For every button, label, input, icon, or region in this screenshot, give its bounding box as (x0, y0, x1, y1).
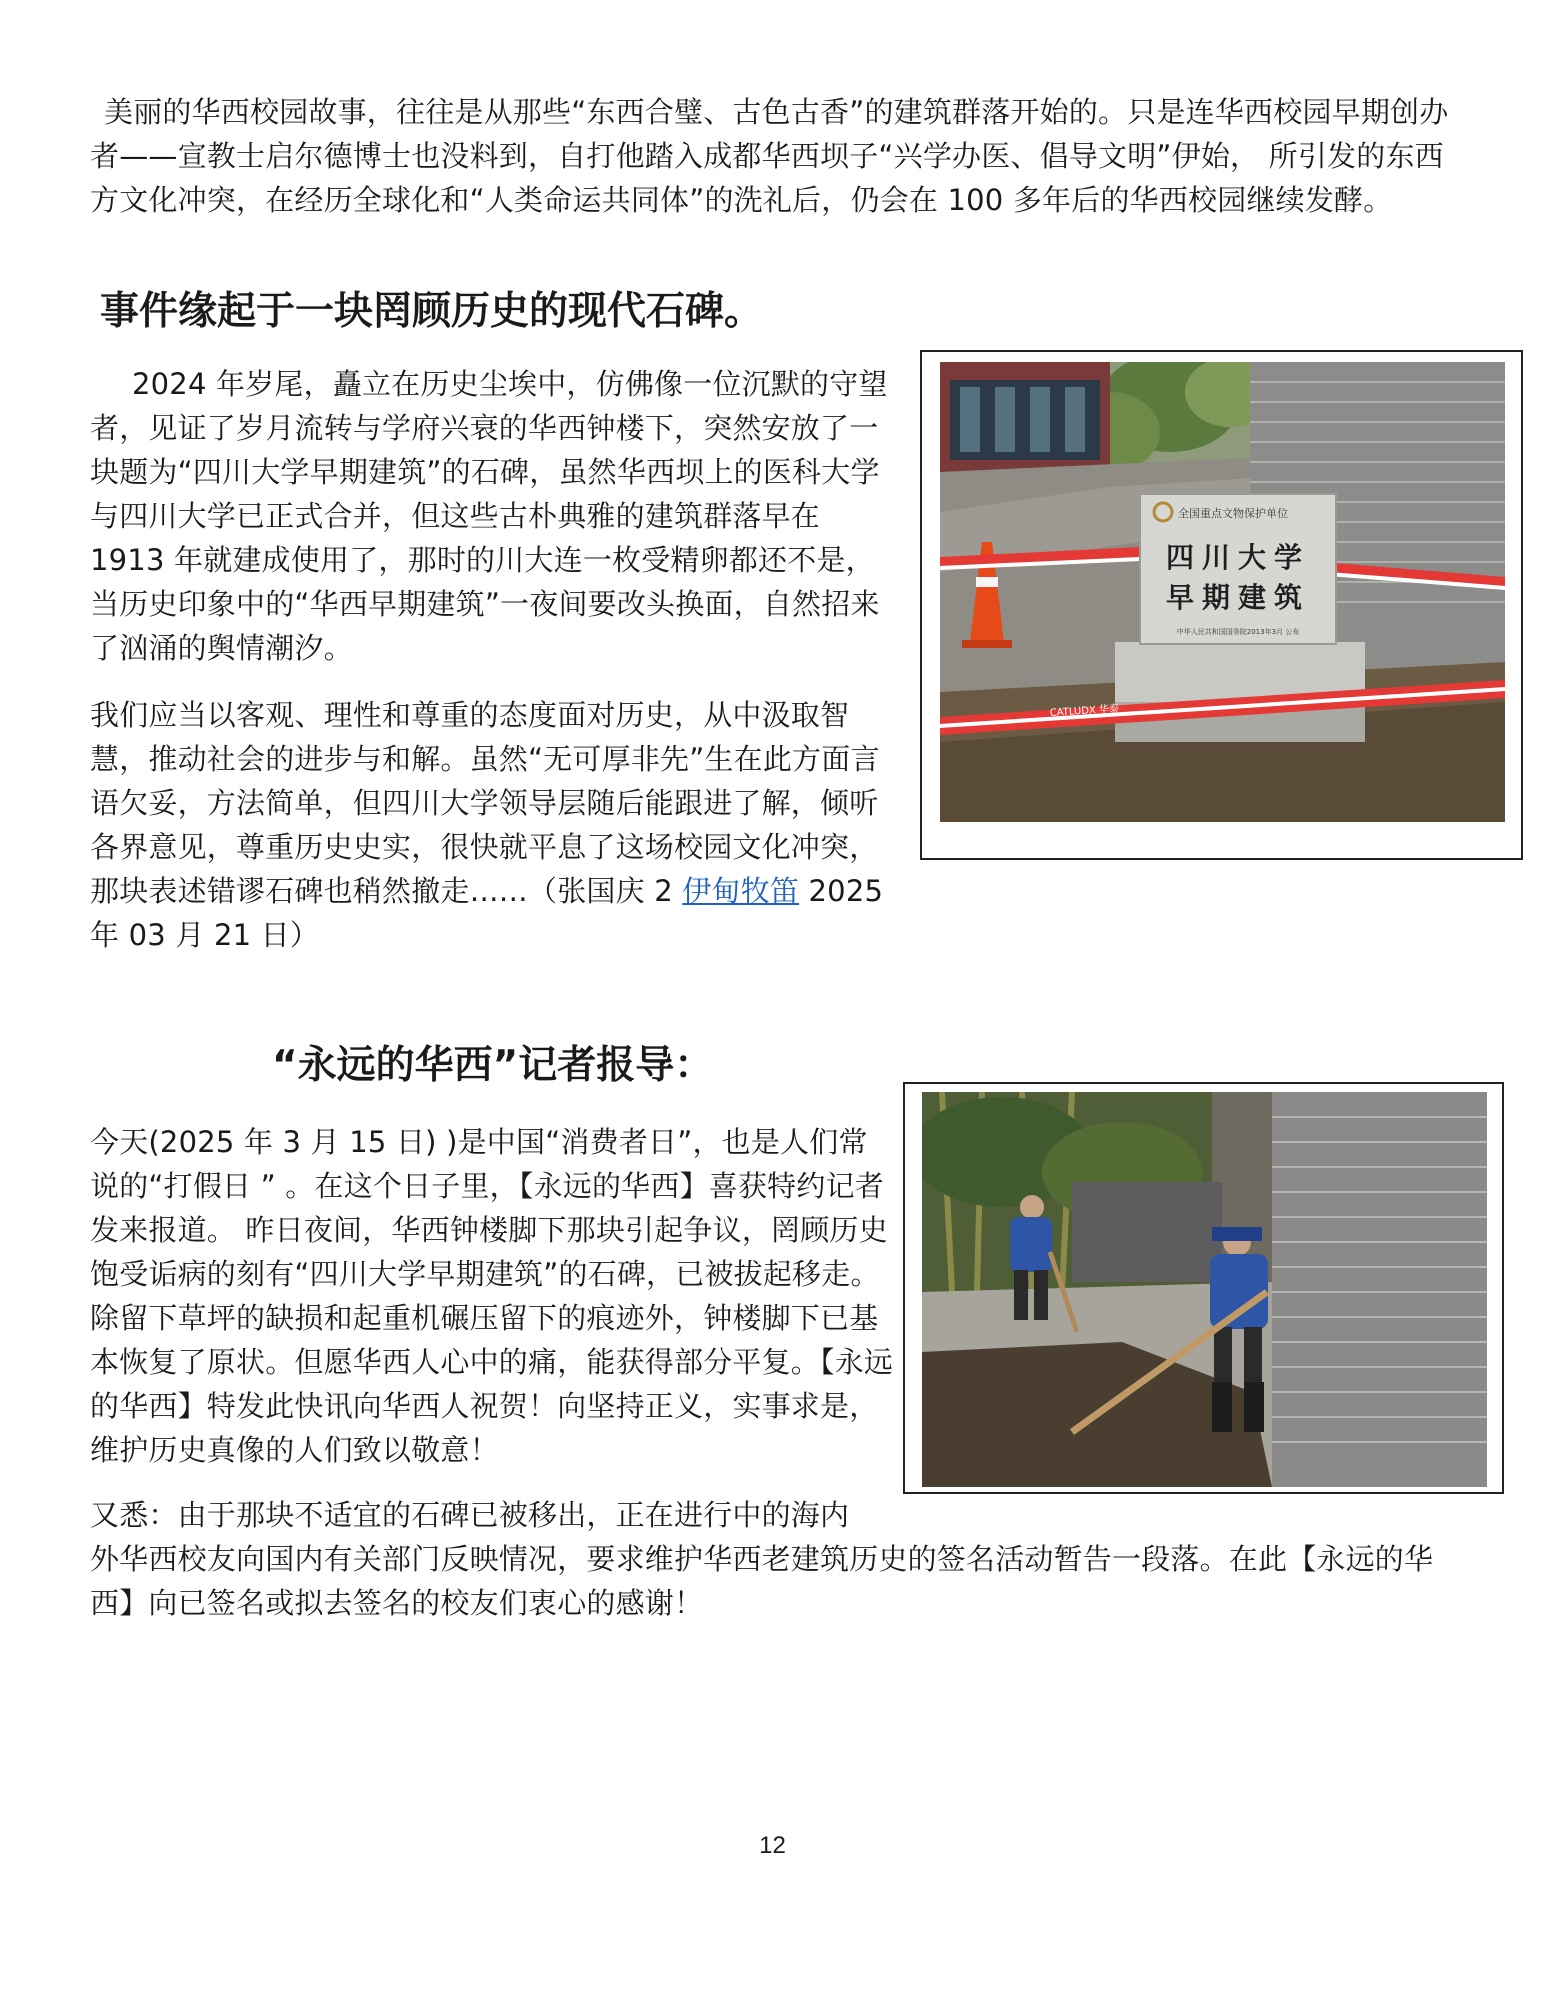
tape-text: CATLUDX 华泰 (1049, 703, 1120, 719)
section1-paragraph2 (90, 693, 895, 957)
section2-paragraph2 (90, 1493, 1450, 1625)
photo-stone-tablet (940, 362, 1505, 822)
photo-workers-frame (903, 1082, 1504, 1494)
stone-bottom-text: 中华人民共和国国务院2013年3月 公布 (1176, 628, 1300, 636)
intro-paragraph: 美丽的华西校园故事，往往是从那些“东西合璧、古色古香”的建筑群落开始的。只是连华西校园早期创办者——宣教士启尔德博士也没料到，自打他踏入成都华西坝子“兴学办医、倡导文明”伊始， 所引发的东西方文化冲突，在经历全球化和“人类命运共同体”的洗礼后，仍会在 100 多年后的华西校园继续发酵。 (90, 95, 1449, 217)
section1-paragraph1: 2024 年岁尾，矗立在历史尘埃中，仿佛像一位沉默的守望者，见证了岁月流转与学府兴衰的华西钟楼下，突然安放了一块题为“四川大学早期建筑”的石碑，虽然华西坝上的医科大学与四川大学已正式合并，但这些古朴典雅的建筑群落早在 1913 年就建成使用了，那时的川大连一枚受精卵都还不是，当历史印象中的“华西早期建筑”一夜间要改头换面，自然招来了汹涌的舆情潮汐。 (90, 367, 888, 665)
photo-stone-tablet-frame (920, 350, 1523, 860)
photo-workers (922, 1092, 1487, 1487)
section2-paragraph2-rest: 外华西校友向国内有关部门反映情况，要求维护华西老建筑历史的签名活动暂告一段落。在此【永远的华西】向已签名或拟去签名的校友们衷心的感谢！ (90, 1542, 1434, 1620)
source-link[interactable]: 伊甸牧笛 (682, 874, 800, 908)
section1-paragraph2-date: 2025 年 03 月 21 日） (90, 874, 884, 952)
stone-line1-text: 四川大学 (1165, 541, 1311, 574)
section1-heading: 事件缘起于一块罔顾历史的现代石碑。 (100, 289, 764, 334)
section2-paragraph2-first-line: 又悉：由于那块不适宜的石碑已被移出，正在进行中的海内 (90, 1498, 850, 1532)
stone-line2-text: 早期建筑 (1165, 581, 1311, 614)
section2-paragraph1: 今天(2025 年 3 月 15 日) )是中国“消费者日”，也是人们常说的“打假日 ” 。在这个日子里，【永远的华西】喜获特约记者发来报道。 昨日夜间，华西钟楼脚下那块引起争议，罔顾历史饱受诟病的刻有“四川大学早期建筑”的石碑，已被拔起移走。除留下草坪的缺损和起重机碾压留下的痕迹外，钟楼脚下已基本恢复了原状。但愿华西人心中的痛，能获得部分平复。【永远的华西】特发此快讯向华西人祝贺！向坚持正义，实事求是，维护历史真像的人们致以敬意！ (90, 1125, 894, 1467)
page-number: 12 (759, 1832, 786, 1859)
stone-top-text: 全国重点文物保护单位 (1178, 507, 1288, 520)
section2-heading: “永远的华西”记者报导： (272, 1043, 714, 1088)
section1-paragraph2-text: 我们应当以客观、理性和尊重的态度面对历史，从中汲取智慧，推动社会的进步与和解。虽然“无可厚非先”生在此方面言语欠妥，方法简单，但四川大学领导层随后能跟进了解，倾听各界意见，尊重历史史实，很快就平息了这场校园文化冲突，那块表述错谬石碑也稍然撤走……（张国庆 2 (90, 698, 880, 908)
